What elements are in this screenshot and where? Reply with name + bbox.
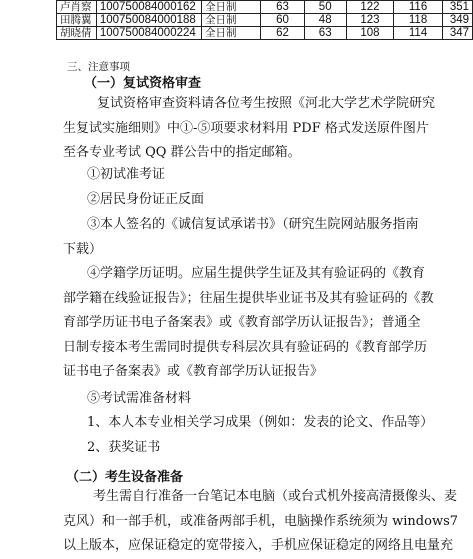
text-line: 至各专业考试 QQ 群公告中的指定邮箱。 [63, 145, 301, 160]
text-line: ③本人签名的《诚信复试承诺书》（研究生院网站服务指南 [87, 217, 419, 232]
list-item [63, 163, 439, 188]
paragraph-device-instructions [63, 485, 459, 559]
paragraph-review-instructions [63, 92, 436, 166]
table-row [57, 14, 473, 27]
cell-score: 123 [346, 14, 393, 27]
list-item [63, 213, 419, 262]
text-line: 考生需自行准备一台笔记本电脑（或台式机外接高清摄像头、麦 [93, 489, 458, 504]
cell-score: 118 [394, 14, 443, 27]
cell-score: 114 [394, 27, 443, 40]
text-line: 2、获奖证书 [87, 440, 161, 455]
list-item [63, 188, 439, 213]
cell-id: 100750084000224 [96, 27, 201, 40]
cell-score: 63 [261, 1, 304, 14]
cell-total: 349 [443, 14, 473, 27]
cell-total: 351 [443, 1, 473, 14]
text-line: ②居民身份证正反面 [87, 192, 205, 207]
cell-name: 卢肖察 [57, 1, 97, 14]
cell-type: 全日制 [201, 14, 260, 27]
cell-name: 田腾翼 [57, 14, 97, 27]
heading-qualification-review: （一）复试资格审查 [84, 76, 202, 91]
cell-name: 胡晓倩 [57, 27, 97, 40]
text-line: 下载） [63, 241, 103, 257]
score-table [56, 0, 473, 40]
cell-score: 116 [394, 1, 443, 14]
list-item [63, 411, 439, 436]
text-line: 育部学历证书电子备案表》或《教育部学历认证报告》；普通全 [63, 315, 421, 330]
heading-device-preparation: （二）考生设备准备 [66, 470, 184, 485]
text-line: 克风）和一部手机，或准备两部手机，电脑操作系统须为 windows7 [63, 513, 459, 529]
text-line: 生复试实施细则》中①-⑤项要求材料用 PDF 格式发送原件图片 [63, 120, 429, 136]
cell-type: 全日制 [201, 27, 260, 40]
cell-id: 100750084000162 [96, 1, 201, 14]
cell-score: 108 [346, 27, 393, 40]
text-line: 1、本人本专业相关学习成果（例如：发表的论文、作品等） [87, 415, 434, 430]
list-item [63, 387, 439, 412]
text-line: 日制专接本考生需同时提供专科层次具有验证码的《教育部学历 [63, 339, 428, 355]
list-item [63, 262, 434, 385]
cell-score: 62 [261, 27, 304, 40]
text-line: 证书电子备案表》或《教育部学历认证报告》 [63, 364, 324, 379]
text-line: ①初试准考证 [87, 167, 166, 182]
text-line: ⑤考试需准备材料 [87, 391, 192, 406]
cell-score: 60 [261, 14, 304, 27]
cell-score: 63 [304, 27, 346, 40]
cell-type: 全日制 [201, 1, 260, 14]
list-item [63, 436, 439, 461]
cell-score: 50 [304, 1, 346, 14]
text-line: 部学籍在线验证报告》；往届生提供毕业证书及其有验证码的《教 [63, 290, 434, 306]
text-line: 以上版本，应保证稳定的宽带接入，手机应保证稳定的网络且电量充 [63, 538, 454, 553]
cell-id: 100750084000188 [96, 14, 201, 27]
text-line: 复试资格审查资料请各位考生按照《河北大学艺术学院研究 [97, 96, 436, 111]
cell-score: 122 [346, 1, 393, 14]
text-line: ④学籍学历证明。应届生提供学生证及其有验证码的《教育 [87, 266, 426, 281]
table-row [57, 1, 473, 14]
cell-score: 48 [304, 14, 346, 27]
section-title: 三、注意事项 [67, 61, 130, 73]
table-row [57, 27, 473, 40]
cell-total: 347 [443, 27, 473, 40]
